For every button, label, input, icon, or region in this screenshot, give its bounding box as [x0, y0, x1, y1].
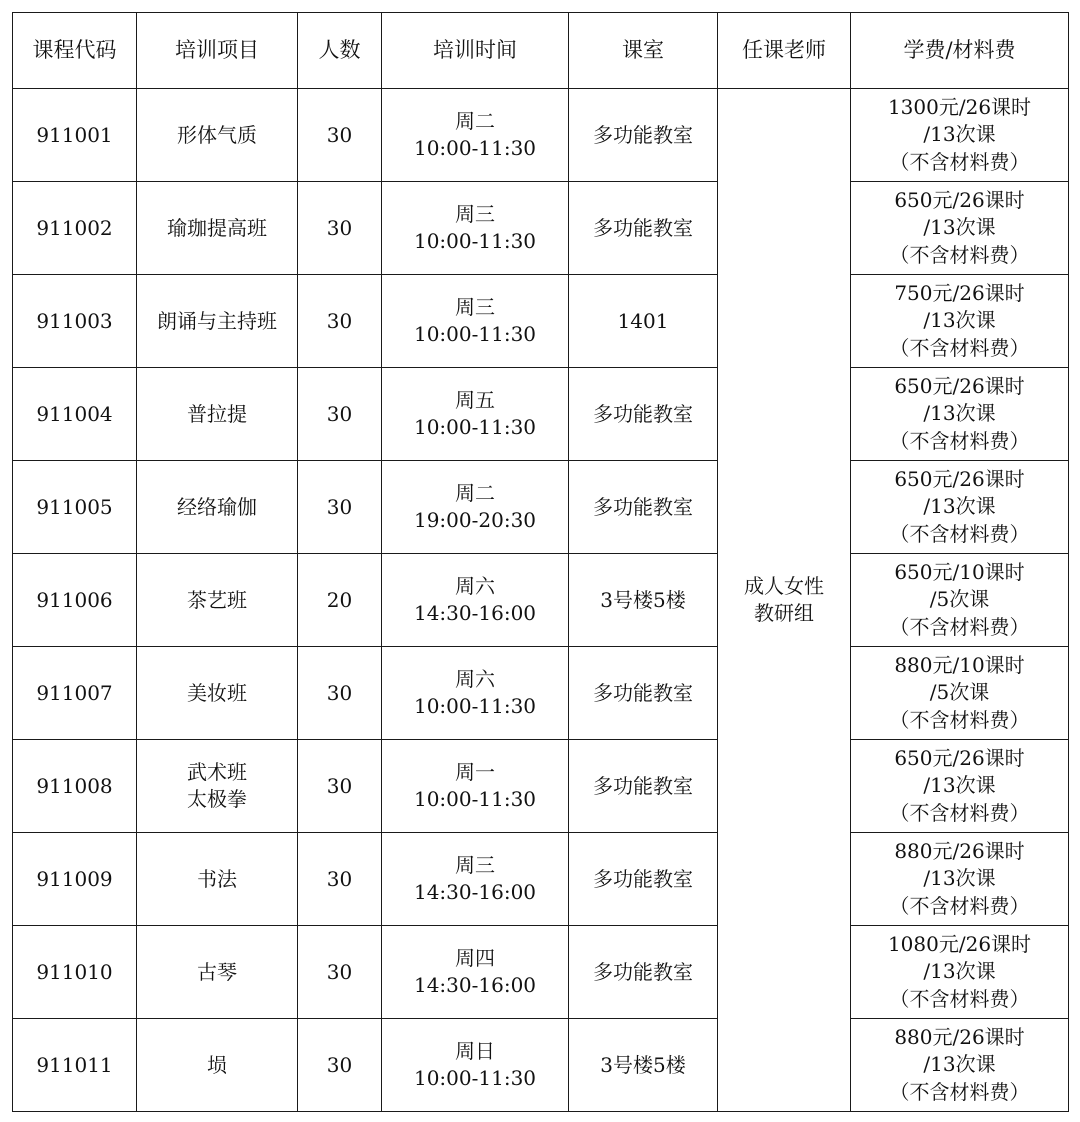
- headcount-cell: 30: [298, 89, 382, 182]
- header-row: [13, 13, 1069, 89]
- training-time-cell: [382, 461, 569, 554]
- training-project-cell: 埙: [137, 1019, 298, 1112]
- fee-line: （不含材料费）: [889, 335, 1030, 360]
- training-project-cell: 书法: [137, 833, 298, 926]
- training-project-cell: 普拉提: [137, 368, 298, 461]
- time-range-text: 10:00-11:30: [413, 415, 537, 439]
- training-time-cell: [382, 833, 569, 926]
- training-time-cell: [382, 275, 569, 368]
- course-code-cell: 911003: [13, 275, 137, 368]
- time-range-text: 19:00-20:30: [413, 508, 537, 532]
- header-headcount: 人数: [298, 13, 382, 89]
- table-row: [13, 926, 1069, 1019]
- table-row: [13, 833, 1069, 926]
- training-project-cell: 古琴: [137, 926, 298, 1019]
- fee-cell: [851, 461, 1069, 554]
- fee-line: /5次课: [929, 680, 990, 705]
- weekday-text: 周二: [455, 109, 495, 133]
- fee-line: 880元/10课时: [894, 652, 1025, 677]
- training-time-cell: [382, 554, 569, 647]
- fee-line: （不含材料费）: [889, 893, 1030, 918]
- fee-line: 880元/26课时: [894, 838, 1025, 863]
- time-range-text: 10:00-11:30: [413, 229, 537, 253]
- fee-line: （不含材料费）: [889, 1079, 1030, 1104]
- headcount-cell: 30: [298, 926, 382, 1019]
- training-time-cell: [382, 1019, 569, 1112]
- course-code-cell: 911002: [13, 182, 137, 275]
- headcount-cell: 30: [298, 182, 382, 275]
- time-range-text: 10:00-11:30: [413, 694, 537, 718]
- fee-line: /13次课: [923, 494, 996, 519]
- classroom-cell: 3号楼5楼: [569, 554, 718, 647]
- course-code-cell: 911001: [13, 89, 137, 182]
- training-project-line: 武术班: [187, 760, 247, 784]
- fee-cell: [851, 368, 1069, 461]
- weekday-text: 周一: [455, 760, 495, 784]
- fee-cell: [851, 554, 1069, 647]
- header-training-time: 培训时间: [382, 13, 569, 89]
- classroom-cell: 多功能教室: [569, 182, 718, 275]
- fee-line: 1300元/26课时: [887, 94, 1032, 119]
- table-row: [13, 89, 1069, 182]
- fee-line: /13次课: [923, 401, 996, 426]
- fee-line: /13次课: [923, 959, 996, 984]
- table-body: [13, 89, 1069, 1112]
- fee-line: 1080元/26课时: [887, 931, 1032, 956]
- teacher-cell: [718, 89, 851, 1112]
- classroom-cell: 多功能教室: [569, 833, 718, 926]
- header-fee: 学费/材料费: [851, 13, 1069, 89]
- table-row: [13, 461, 1069, 554]
- fee-line: （不含材料费）: [889, 800, 1030, 825]
- table-row: [13, 368, 1069, 461]
- training-project-cell: 形体气质: [137, 89, 298, 182]
- time-range-text: 10:00-11:30: [413, 787, 537, 811]
- time-range-text: 14:30-16:00: [413, 973, 537, 997]
- headcount-cell: 30: [298, 1019, 382, 1112]
- weekday-text: 周三: [455, 202, 495, 226]
- fee-cell: [851, 926, 1069, 1019]
- table-row: [13, 554, 1069, 647]
- fee-line: /13次课: [923, 773, 996, 798]
- training-time-cell: [382, 647, 569, 740]
- course-code-cell: 911007: [13, 647, 137, 740]
- training-project-cell: 瑜珈提高班: [137, 182, 298, 275]
- classroom-cell: 多功能教室: [569, 461, 718, 554]
- fee-line: /5次课: [929, 587, 990, 612]
- training-project-cell: 经络瑜伽: [137, 461, 298, 554]
- training-time-cell: [382, 368, 569, 461]
- fee-line: （不含材料费）: [889, 149, 1030, 174]
- fee-line: （不含材料费）: [889, 242, 1030, 267]
- course-code-cell: 911005: [13, 461, 137, 554]
- headcount-cell: 30: [298, 275, 382, 368]
- weekday-text: 周三: [455, 853, 495, 877]
- header-teacher: 任课老师: [718, 13, 851, 89]
- fee-line: 650元/26课时: [894, 373, 1025, 398]
- training-project-line: 太极拳: [187, 787, 247, 811]
- course-code-cell: 911006: [13, 554, 137, 647]
- time-range-text: 10:00-11:30: [413, 136, 537, 160]
- training-time-cell: [382, 926, 569, 1019]
- teacher-line: 成人女性: [744, 574, 824, 598]
- time-range-text: 10:00-11:30: [413, 322, 537, 346]
- classroom-cell: 多功能教室: [569, 647, 718, 740]
- course-code-cell: 911004: [13, 368, 137, 461]
- weekday-text: 周日: [455, 1039, 495, 1063]
- table-row: [13, 182, 1069, 275]
- fee-line: 650元/26课时: [894, 745, 1025, 770]
- fee-cell: [851, 1019, 1069, 1112]
- weekday-text: 周六: [455, 667, 495, 691]
- header-training-project: 培训项目: [137, 13, 298, 89]
- table-row: [13, 275, 1069, 368]
- header-course-code: 课程代码: [13, 13, 137, 89]
- classroom-cell: 3号楼5楼: [569, 1019, 718, 1112]
- headcount-cell: 30: [298, 647, 382, 740]
- fee-cell: [851, 89, 1069, 182]
- fee-line: 650元/10课时: [894, 559, 1025, 584]
- fee-line: /13次课: [923, 308, 996, 333]
- fee-line: （不含材料费）: [889, 521, 1030, 546]
- fee-line: 650元/26课时: [894, 187, 1025, 212]
- classroom-cell: 多功能教室: [569, 740, 718, 833]
- fee-cell: [851, 833, 1069, 926]
- headcount-cell: 30: [298, 740, 382, 833]
- classroom-cell: 多功能教室: [569, 368, 718, 461]
- fee-line: /13次课: [923, 122, 996, 147]
- time-range-text: 14:30-16:00: [413, 601, 537, 625]
- training-time-cell: [382, 740, 569, 833]
- fee-line: 650元/26课时: [894, 466, 1025, 491]
- weekday-text: 周三: [455, 295, 495, 319]
- training-time-cell: [382, 182, 569, 275]
- fee-line: 880元/26课时: [894, 1024, 1025, 1049]
- course-code-cell: 911010: [13, 926, 137, 1019]
- classroom-cell: 多功能教室: [569, 89, 718, 182]
- fee-cell: [851, 740, 1069, 833]
- headcount-cell: 30: [298, 833, 382, 926]
- weekday-text: 周四: [455, 946, 495, 970]
- classroom-cell: 多功能教室: [569, 926, 718, 1019]
- course-schedule-table: [12, 12, 1069, 1112]
- training-project-cell: 美妆班: [137, 647, 298, 740]
- training-time-cell: [382, 89, 569, 182]
- table-row: [13, 647, 1069, 740]
- fee-line: /13次课: [923, 866, 996, 891]
- weekday-text: 周五: [455, 388, 495, 412]
- training-project-cell: 朗诵与主持班: [137, 275, 298, 368]
- fee-line: /13次课: [923, 1052, 996, 1077]
- fee-line: /13次课: [923, 215, 996, 240]
- fee-line: （不含材料费）: [889, 614, 1030, 639]
- training-project-cell: 茶艺班: [137, 554, 298, 647]
- headcount-cell: 30: [298, 368, 382, 461]
- fee-line: 750元/26课时: [894, 280, 1025, 305]
- fee-line: （不含材料费）: [889, 428, 1030, 453]
- time-range-text: 14:30-16:00: [413, 880, 537, 904]
- headcount-cell: 30: [298, 461, 382, 554]
- time-range-text: 10:00-11:30: [413, 1066, 537, 1090]
- classroom-cell: 1401: [569, 275, 718, 368]
- fee-line: （不含材料费）: [889, 986, 1030, 1011]
- weekday-text: 周六: [455, 574, 495, 598]
- course-code-cell: 911011: [13, 1019, 137, 1112]
- course-code-cell: 911009: [13, 833, 137, 926]
- headcount-cell: 20: [298, 554, 382, 647]
- table-row: [13, 740, 1069, 833]
- weekday-text: 周二: [455, 481, 495, 505]
- teacher-line: 教研组: [754, 601, 814, 625]
- table-row: [13, 1019, 1069, 1112]
- fee-cell: [851, 182, 1069, 275]
- header-classroom: 课室: [569, 13, 718, 89]
- training-project-cell: [137, 740, 298, 833]
- course-code-cell: 911008: [13, 740, 137, 833]
- fee-line: （不含材料费）: [889, 707, 1030, 732]
- fee-cell: [851, 275, 1069, 368]
- fee-cell: [851, 647, 1069, 740]
